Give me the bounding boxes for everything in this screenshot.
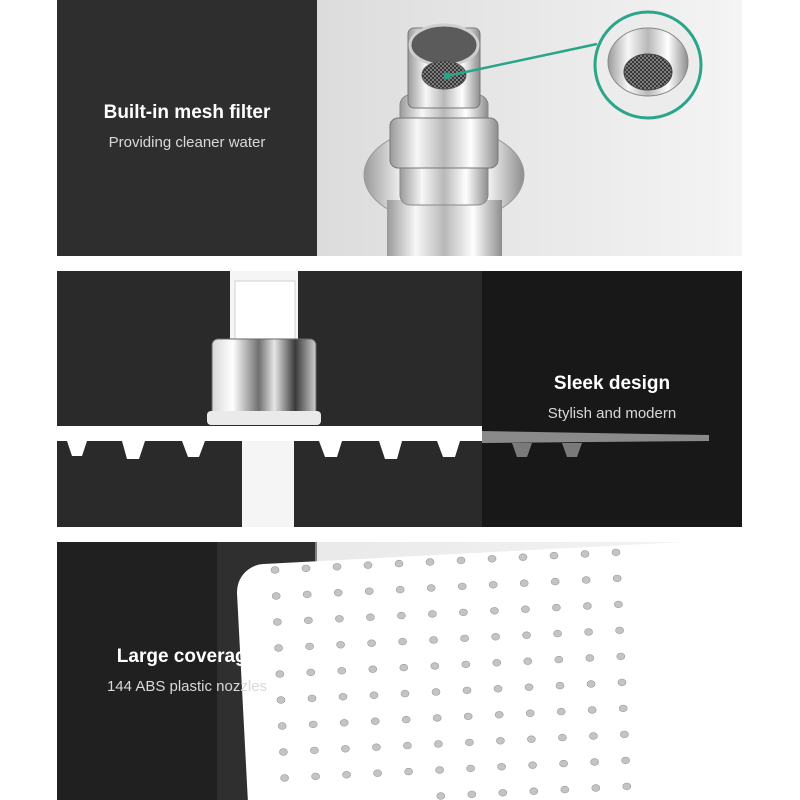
- nozzle: [612, 549, 620, 556]
- nozzle: [523, 632, 531, 639]
- nozzle: [366, 614, 374, 621]
- nozzle: [434, 741, 442, 748]
- nozzle: [556, 682, 564, 689]
- nozzle: [520, 580, 528, 587]
- nozzle: [339, 693, 347, 700]
- nozzle: [426, 559, 434, 566]
- nozzle: [271, 567, 279, 574]
- nozzle: [582, 577, 590, 584]
- nozzle: [495, 711, 503, 718]
- nozzle: [432, 689, 440, 696]
- nozzle: [462, 661, 470, 668]
- nozzle: [281, 775, 289, 782]
- nozzle: [395, 560, 403, 567]
- nozzle: [554, 630, 562, 637]
- nozzle: [457, 557, 465, 564]
- nozzle: [307, 669, 315, 676]
- nozzle: [401, 690, 409, 697]
- sleek-design-product-image: [57, 271, 742, 527]
- nozzle: [586, 655, 594, 662]
- nozzle: [614, 601, 622, 608]
- nozzle: [430, 637, 438, 644]
- nozzle: [587, 681, 595, 688]
- feature-panel-mesh-filter: [57, 0, 742, 256]
- nozzle: [312, 773, 320, 780]
- nozzle: [558, 734, 566, 741]
- nozzle: [622, 757, 630, 764]
- nozzle: [489, 581, 497, 588]
- nozzle: [303, 591, 311, 598]
- nozzle: [550, 552, 558, 559]
- nozzle: [372, 744, 380, 751]
- nozzle: [400, 664, 408, 671]
- nozzle: [585, 629, 593, 636]
- nozzle: [496, 737, 504, 744]
- nozzle: [463, 687, 471, 694]
- feature-subtitle: Providing cleaner water: [108, 134, 266, 151]
- nozzle: [555, 656, 563, 663]
- nozzle: [620, 731, 628, 738]
- nozzle: [492, 633, 500, 640]
- nozzle: [519, 554, 527, 561]
- nozzle: [583, 603, 591, 610]
- nozzle: [591, 759, 599, 766]
- nozzle: [371, 718, 379, 725]
- nozzle: [529, 762, 537, 769]
- nozzle: [560, 760, 568, 767]
- nozzle: [464, 713, 472, 720]
- nozzle: [302, 565, 310, 572]
- nozzle: [279, 749, 287, 756]
- feature-panel-sleek-design: [57, 271, 742, 527]
- nozzle: [557, 708, 565, 715]
- nozzle: [405, 768, 413, 775]
- nozzle: [278, 723, 286, 730]
- nozzle: [304, 617, 312, 624]
- large-coverage-product-image: [57, 542, 742, 800]
- nozzle: [617, 653, 625, 660]
- nozzle: [589, 733, 597, 740]
- nozzle: [428, 611, 436, 618]
- nozzle: [552, 604, 560, 611]
- nozzle: [493, 659, 501, 666]
- nozzle: [368, 640, 376, 647]
- nozzle: [494, 685, 502, 692]
- nozzle: [309, 721, 317, 728]
- nozzle: [461, 635, 469, 642]
- nozzle: [427, 585, 435, 592]
- nozzle: [277, 697, 285, 704]
- nozzle: [433, 715, 441, 722]
- nozzle: [468, 791, 476, 798]
- nozzle: [618, 679, 626, 686]
- nozzle: [370, 692, 378, 699]
- nozzle: [459, 609, 467, 616]
- nozzle: [403, 742, 411, 749]
- nozzle: [527, 736, 535, 743]
- nozzle: [499, 789, 507, 796]
- nozzle: [431, 663, 439, 670]
- nozzle: [581, 551, 589, 558]
- nozzle: [521, 606, 529, 613]
- nozzle: [465, 739, 473, 746]
- nozzle: [364, 562, 372, 569]
- nozzle: [437, 793, 445, 800]
- feature-panel-large-coverage: [57, 542, 742, 800]
- nozzle: [530, 788, 538, 795]
- nozzle: [592, 785, 600, 792]
- nozzle: [396, 586, 404, 593]
- nozzle: [526, 710, 534, 717]
- nozzle: [273, 619, 281, 626]
- nozzle: [343, 771, 351, 778]
- nozzle: [333, 563, 341, 570]
- nozzle: [488, 555, 496, 562]
- nozzle: [524, 658, 532, 665]
- nozzle: [623, 783, 631, 790]
- feature-subtitle: Stylish and modern: [547, 405, 677, 422]
- feature-title: Large coverage: [116, 646, 258, 667]
- nozzle: [310, 747, 318, 754]
- nozzle: [467, 765, 475, 772]
- nozzle: [374, 770, 382, 777]
- nozzle: [334, 589, 342, 596]
- nozzle: [337, 641, 345, 648]
- nozzle: [338, 667, 346, 674]
- nozzle: [341, 745, 349, 752]
- nozzle: [458, 583, 466, 590]
- nozzle: [397, 612, 405, 619]
- nozzle: [308, 695, 316, 702]
- nozzle: [616, 627, 624, 634]
- nozzle: [588, 707, 596, 714]
- mesh-filter-product-image: [57, 0, 742, 256]
- nozzle: [498, 763, 506, 770]
- feature-subtitle: 144 ABS plastic nozzles: [106, 678, 268, 695]
- nozzle: [335, 615, 343, 622]
- nozzle: [490, 607, 498, 614]
- nozzle: [272, 593, 280, 600]
- nozzle: [561, 786, 569, 793]
- nozzle: [402, 716, 410, 723]
- nozzle: [551, 578, 559, 585]
- feature-title: Sleek design: [553, 373, 671, 394]
- mesh-filter-zoom-icon: [595, 12, 701, 118]
- nozzle: [276, 671, 284, 678]
- nozzle: [436, 767, 444, 774]
- nozzle: [619, 705, 627, 712]
- nozzle: [369, 666, 377, 673]
- feature-title: Built-in mesh filter: [103, 102, 271, 123]
- nozzle: [365, 588, 373, 595]
- nozzle: [613, 575, 621, 582]
- nozzle: [340, 719, 348, 726]
- nozzle: [525, 684, 533, 691]
- nozzle: [399, 638, 407, 645]
